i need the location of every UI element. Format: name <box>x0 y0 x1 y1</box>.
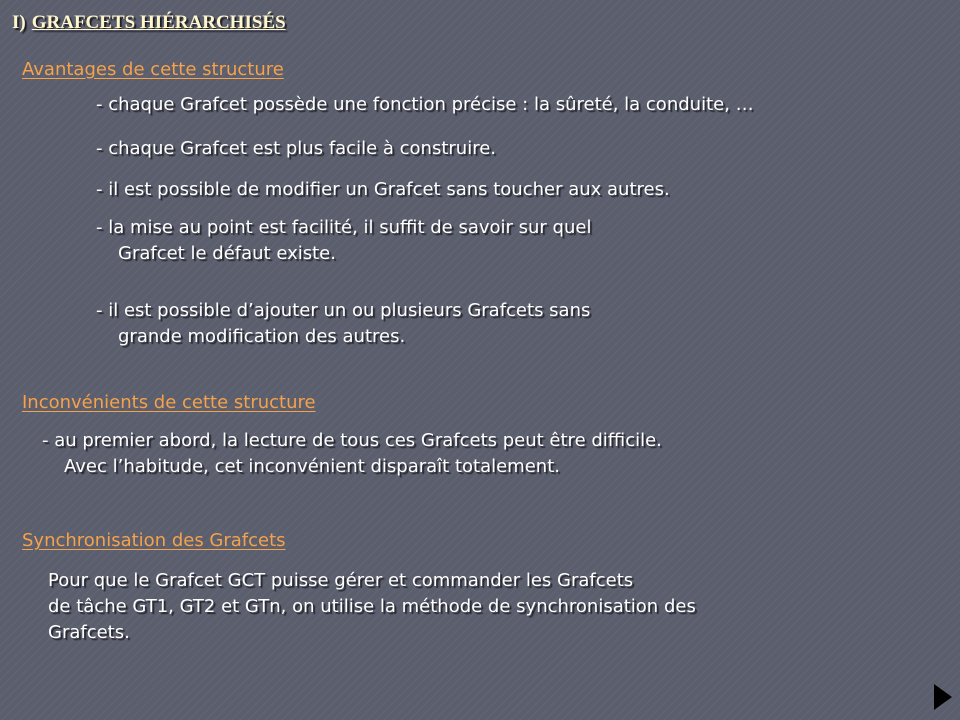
title-prefix: I) <box>12 12 26 33</box>
advantage-item-4-line1: - la mise au point est facilité, il suffit de savoir sur quel <box>96 217 592 238</box>
advantage-item-5-line1: - il est possible d’ajouter un ou plusieurs Grafcets sans <box>96 300 591 321</box>
advantage-item-1-line1: - chaque Grafcet possède une fonction précise : la sûreté, la conduite, … <box>96 94 754 115</box>
drawbacks-line1: - au premier abord, la lecture de tous ces Grafcets peut être difficile. <box>42 430 662 451</box>
advantage-item-4-line2: Grafcet le défaut existe. <box>118 243 336 264</box>
advantage-item-4 <box>96 215 591 267</box>
advantage-item-5-line2: grande modification des autres. <box>118 326 406 347</box>
drawbacks-text <box>42 428 662 480</box>
advantage-item-3 <box>96 177 670 203</box>
play-next-icon <box>932 682 954 712</box>
title-main: GRAFCETS HIÉRARCHISÉS <box>31 12 286 33</box>
next-slide-button[interactable] <box>932 682 954 712</box>
advantages-heading: Avantages de cette structure <box>22 59 284 80</box>
advantage-item-1 <box>96 92 754 118</box>
advantage-item-2-line1: - chaque Grafcet est plus facile à construire. <box>96 138 496 159</box>
advantage-item-5 <box>96 298 590 350</box>
synchronisation-text <box>48 568 696 646</box>
slide-title <box>12 12 286 34</box>
advantage-item-2 <box>96 136 496 162</box>
synchronisation-line3: Grafcets. <box>48 622 130 643</box>
synchronisation-heading: Synchronisation des Grafcets <box>22 530 286 551</box>
synchronisation-line1: Pour que le Grafcet GCT puisse gérer et commander les Grafcets <box>48 570 634 591</box>
advantage-item-3-line1: - il est possible de modifier un Grafcet sans toucher aux autres. <box>96 179 670 200</box>
drawbacks-heading: Inconvénients de cette structure <box>22 392 316 413</box>
synchronisation-line2: de tâche GT1, GT2 et GTn, on utilise la méthode de synchronisation des <box>48 596 696 617</box>
drawbacks-line2: Avec l’habitude, cet inconvénient disparaît totalement. <box>64 456 560 477</box>
